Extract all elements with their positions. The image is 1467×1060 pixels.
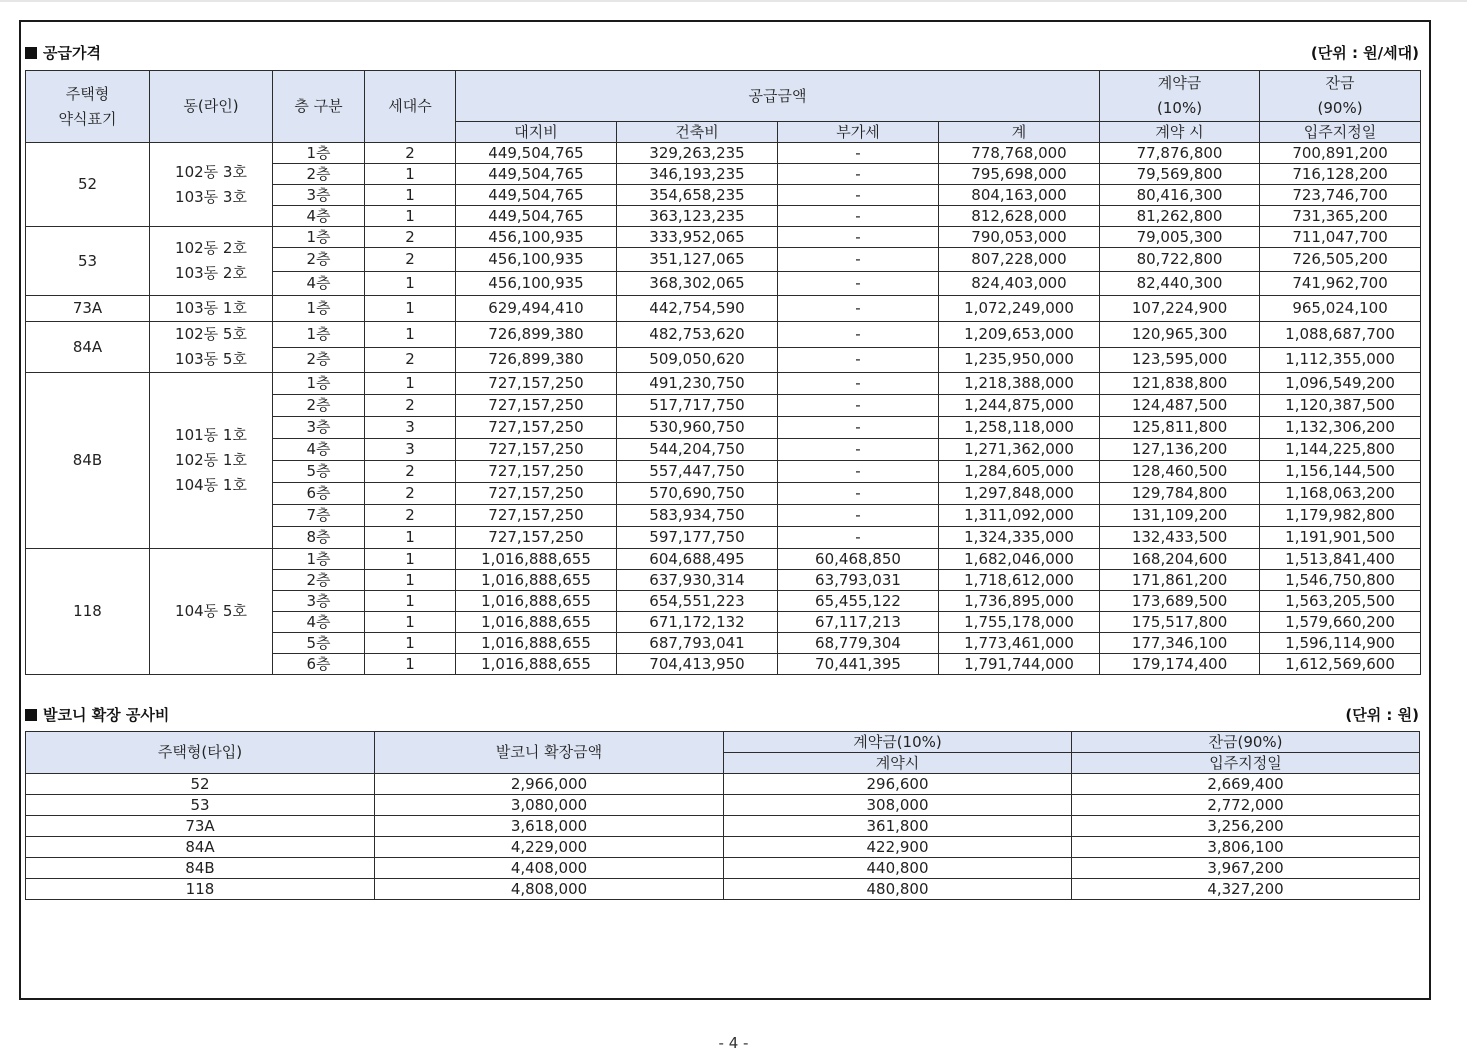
balcony-type-cell: 53 bbox=[26, 795, 375, 816]
land-cell: 1,016,888,655 bbox=[456, 591, 617, 612]
balcony-section-title bbox=[25, 704, 169, 725]
households-cell: 2 bbox=[365, 347, 456, 373]
building-cell: 368,302,065 bbox=[617, 272, 778, 296]
land-cell: 456,100,935 bbox=[456, 248, 617, 272]
balcony-balance-cell: 2,669,400 bbox=[1072, 774, 1420, 795]
building-cell: 351,127,065 bbox=[617, 248, 778, 272]
land-cell: 727,157,250 bbox=[456, 373, 617, 395]
total-cell: 1,271,362,000 bbox=[939, 439, 1100, 461]
floor-cell: 4층 bbox=[273, 272, 365, 296]
type-cell: 73A bbox=[26, 296, 150, 322]
balcony-deposit-cell: 296,600 bbox=[724, 774, 1072, 795]
deposit-cell: 127,136,200 bbox=[1100, 439, 1260, 461]
table-row bbox=[26, 296, 1421, 322]
deposit-cell: 79,569,800 bbox=[1100, 164, 1260, 185]
type-cell: 84A bbox=[26, 322, 150, 373]
table-row bbox=[26, 774, 1420, 795]
floor-cell: 4층 bbox=[273, 206, 365, 227]
land-cell: 1,016,888,655 bbox=[456, 654, 617, 675]
total-cell: 795,698,000 bbox=[939, 164, 1100, 185]
supply-table-body bbox=[26, 143, 1421, 675]
dong-cell: 102동 3호 103동 3호 bbox=[150, 143, 273, 227]
vat-cell: 60,468,850 bbox=[778, 549, 939, 570]
floor-cell: 2층 bbox=[273, 395, 365, 417]
floor-cell: 7층 bbox=[273, 505, 365, 527]
table-row bbox=[26, 373, 1421, 395]
vat-cell: - bbox=[778, 505, 939, 527]
balcony-amount-cell: 3,080,000 bbox=[375, 795, 724, 816]
total-cell: 1,235,950,000 bbox=[939, 347, 1100, 373]
vat-cell: 65,455,122 bbox=[778, 591, 939, 612]
total-cell: 1,736,895,000 bbox=[939, 591, 1100, 612]
vat-cell: - bbox=[778, 461, 939, 483]
balcony-amount-cell: 3,618,000 bbox=[375, 816, 724, 837]
square-bullet-icon bbox=[25, 47, 37, 59]
total-cell: 824,403,000 bbox=[939, 272, 1100, 296]
deposit-cell: 77,876,800 bbox=[1100, 143, 1260, 164]
households-cell: 1 bbox=[365, 164, 456, 185]
deposit-cell: 171,861,200 bbox=[1100, 570, 1260, 591]
building-cell: 597,177,750 bbox=[617, 527, 778, 549]
land-cell: 726,899,380 bbox=[456, 347, 617, 373]
balcony-deposit-cell: 440,800 bbox=[724, 858, 1072, 879]
dong-cell: 102동 2호 103동 2호 bbox=[150, 227, 273, 296]
balcony-type-cell: 118 bbox=[26, 879, 375, 900]
dong-cell: 102동 5호 103동 5호 bbox=[150, 322, 273, 373]
deposit-cell: 132,433,500 bbox=[1100, 527, 1260, 549]
vat-cell: - bbox=[778, 248, 939, 272]
header-type: 주택형 약식표기 bbox=[26, 71, 150, 143]
balance-cell: 700,891,200 bbox=[1260, 143, 1421, 164]
balcony-type-cell: 73A bbox=[26, 816, 375, 837]
total-cell: 1,773,461,000 bbox=[939, 633, 1100, 654]
balcony-price-table bbox=[25, 731, 1420, 900]
balcony-balance-cell: 3,967,200 bbox=[1072, 858, 1420, 879]
type-cell: 52 bbox=[26, 143, 150, 227]
building-cell: 704,413,950 bbox=[617, 654, 778, 675]
floor-cell: 2층 bbox=[273, 570, 365, 591]
total-cell: 1,682,046,000 bbox=[939, 549, 1100, 570]
balance-cell: 1,579,660,200 bbox=[1260, 612, 1421, 633]
floor-cell: 6층 bbox=[273, 654, 365, 675]
households-cell: 1 bbox=[365, 206, 456, 227]
balance-cell: 1,612,569,600 bbox=[1260, 654, 1421, 675]
floor-cell: 4층 bbox=[273, 612, 365, 633]
header-deposit: 계약금 (10%) bbox=[1100, 71, 1260, 122]
vat-cell: - bbox=[778, 527, 939, 549]
building-cell: 329,263,235 bbox=[617, 143, 778, 164]
balance-cell: 1,088,687,700 bbox=[1260, 322, 1421, 348]
type-cell: 84B bbox=[26, 373, 150, 549]
total-cell: 1,284,605,000 bbox=[939, 461, 1100, 483]
balcony-amount-cell: 4,408,000 bbox=[375, 858, 724, 879]
land-cell: 456,100,935 bbox=[456, 272, 617, 296]
balcony-header-balance: 잔금(90%) bbox=[1072, 732, 1420, 753]
building-cell: 509,050,620 bbox=[617, 347, 778, 373]
deposit-cell: 79,005,300 bbox=[1100, 227, 1260, 248]
households-cell: 1 bbox=[365, 296, 456, 322]
balcony-type-cell: 52 bbox=[26, 774, 375, 795]
deposit-cell: 121,838,800 bbox=[1100, 373, 1260, 395]
building-cell: 671,172,132 bbox=[617, 612, 778, 633]
deposit-cell: 177,346,100 bbox=[1100, 633, 1260, 654]
building-cell: 544,204,750 bbox=[617, 439, 778, 461]
balcony-table-body bbox=[26, 774, 1420, 900]
balcony-balance-cell: 4,327,200 bbox=[1072, 879, 1420, 900]
households-cell: 1 bbox=[365, 654, 456, 675]
balance-cell: 716,128,200 bbox=[1260, 164, 1421, 185]
total-cell: 812,628,000 bbox=[939, 206, 1100, 227]
type-cell: 118 bbox=[26, 549, 150, 675]
floor-cell: 6층 bbox=[273, 483, 365, 505]
balcony-header-amount: 발코니 확장금액 bbox=[375, 732, 724, 774]
households-cell: 1 bbox=[365, 612, 456, 633]
balance-cell: 1,513,841,400 bbox=[1260, 549, 1421, 570]
total-cell: 1,209,653,000 bbox=[939, 322, 1100, 348]
floor-cell: 1층 bbox=[273, 373, 365, 395]
land-cell: 449,504,765 bbox=[456, 185, 617, 206]
households-cell: 1 bbox=[365, 591, 456, 612]
vat-cell: - bbox=[778, 322, 939, 348]
header-dong: 동(라인) bbox=[150, 71, 273, 143]
total-cell: 807,228,000 bbox=[939, 248, 1100, 272]
households-cell: 3 bbox=[365, 439, 456, 461]
square-bullet-icon bbox=[25, 709, 37, 721]
table-row bbox=[26, 143, 1421, 164]
building-cell: 333,952,065 bbox=[617, 227, 778, 248]
households-cell: 1 bbox=[365, 272, 456, 296]
header-floor: 층 구분 bbox=[273, 71, 365, 143]
floor-cell: 8층 bbox=[273, 527, 365, 549]
balance-cell: 1,156,144,500 bbox=[1260, 461, 1421, 483]
vat-cell: - bbox=[778, 373, 939, 395]
building-cell: 346,193,235 bbox=[617, 164, 778, 185]
total-cell: 1,297,848,000 bbox=[939, 483, 1100, 505]
balance-cell: 1,096,549,200 bbox=[1260, 373, 1421, 395]
total-cell: 790,053,000 bbox=[939, 227, 1100, 248]
land-cell: 726,899,380 bbox=[456, 322, 617, 348]
households-cell: 1 bbox=[365, 633, 456, 654]
deposit-cell: 131,109,200 bbox=[1100, 505, 1260, 527]
header-balance: 잔금 (90%) bbox=[1260, 71, 1421, 122]
building-cell: 557,447,750 bbox=[617, 461, 778, 483]
land-cell: 727,157,250 bbox=[456, 417, 617, 439]
balcony-balance-cell: 3,806,100 bbox=[1072, 837, 1420, 858]
floor-cell: 2층 bbox=[273, 248, 365, 272]
table-row bbox=[26, 837, 1420, 858]
households-cell: 1 bbox=[365, 570, 456, 591]
vat-cell: - bbox=[778, 272, 939, 296]
deposit-cell: 179,174,400 bbox=[1100, 654, 1260, 675]
total-cell: 1,755,178,000 bbox=[939, 612, 1100, 633]
building-cell: 482,753,620 bbox=[617, 322, 778, 348]
households-cell: 2 bbox=[365, 143, 456, 164]
households-cell: 1 bbox=[365, 185, 456, 206]
supply-title-text: 공급가격 bbox=[43, 44, 101, 62]
land-cell: 727,157,250 bbox=[456, 461, 617, 483]
balance-cell: 965,024,100 bbox=[1260, 296, 1421, 322]
header-households: 세대수 bbox=[365, 71, 456, 143]
balance-cell: 1,144,225,800 bbox=[1260, 439, 1421, 461]
building-cell: 363,123,235 bbox=[617, 206, 778, 227]
land-cell: 1,016,888,655 bbox=[456, 612, 617, 633]
deposit-cell: 124,487,500 bbox=[1100, 395, 1260, 417]
floor-cell: 5층 bbox=[273, 633, 365, 654]
deposit-cell: 81,262,800 bbox=[1100, 206, 1260, 227]
total-cell: 1,072,249,000 bbox=[939, 296, 1100, 322]
households-cell: 2 bbox=[365, 461, 456, 483]
land-cell: 1,016,888,655 bbox=[456, 570, 617, 591]
total-cell: 1,258,118,000 bbox=[939, 417, 1100, 439]
balcony-deposit-cell: 308,000 bbox=[724, 795, 1072, 816]
building-cell: 442,754,590 bbox=[617, 296, 778, 322]
floor-cell: 1층 bbox=[273, 296, 365, 322]
supply-section-title bbox=[25, 42, 101, 63]
land-cell: 449,504,765 bbox=[456, 206, 617, 227]
table-row bbox=[26, 879, 1420, 900]
deposit-cell: 80,416,300 bbox=[1100, 185, 1260, 206]
deposit-cell: 175,517,800 bbox=[1100, 612, 1260, 633]
building-cell: 637,930,314 bbox=[617, 570, 778, 591]
building-cell: 687,793,041 bbox=[617, 633, 778, 654]
table-row bbox=[26, 858, 1420, 879]
vat-cell: - bbox=[778, 164, 939, 185]
balance-cell: 711,047,700 bbox=[1260, 227, 1421, 248]
land-cell: 727,157,250 bbox=[456, 483, 617, 505]
total-cell: 1,324,335,000 bbox=[939, 527, 1100, 549]
land-cell: 727,157,250 bbox=[456, 395, 617, 417]
deposit-cell: 168,204,600 bbox=[1100, 549, 1260, 570]
balance-cell: 1,132,306,200 bbox=[1260, 417, 1421, 439]
vat-cell: - bbox=[778, 417, 939, 439]
floor-cell: 1층 bbox=[273, 549, 365, 570]
deposit-cell: 107,224,900 bbox=[1100, 296, 1260, 322]
page-number: - 4 - bbox=[718, 1034, 749, 1052]
vat-cell: - bbox=[778, 185, 939, 206]
deposit-cell: 173,689,500 bbox=[1100, 591, 1260, 612]
vat-cell: - bbox=[778, 395, 939, 417]
balance-cell: 1,112,355,000 bbox=[1260, 347, 1421, 373]
balance-cell: 1,120,387,500 bbox=[1260, 395, 1421, 417]
top-divider bbox=[0, 0, 1467, 2]
building-cell: 530,960,750 bbox=[617, 417, 778, 439]
balcony-amount-cell: 4,808,000 bbox=[375, 879, 724, 900]
table-row bbox=[26, 322, 1421, 348]
building-cell: 354,658,235 bbox=[617, 185, 778, 206]
balcony-amount-cell: 4,229,000 bbox=[375, 837, 724, 858]
total-cell: 1,311,092,000 bbox=[939, 505, 1100, 527]
supply-unit-label: (단위 : 원/세대) bbox=[1310, 44, 1419, 62]
balcony-balance-cell: 2,772,000 bbox=[1072, 795, 1420, 816]
header-vat: 부가세 bbox=[778, 122, 939, 143]
floor-cell: 4층 bbox=[273, 439, 365, 461]
balcony-header-deposit-sub: 계약시 bbox=[724, 753, 1072, 774]
deposit-cell: 125,811,800 bbox=[1100, 417, 1260, 439]
deposit-cell: 128,460,500 bbox=[1100, 461, 1260, 483]
vat-cell: 67,117,213 bbox=[778, 612, 939, 633]
balcony-type-cell: 84A bbox=[26, 837, 375, 858]
balance-cell: 1,546,750,800 bbox=[1260, 570, 1421, 591]
type-cell: 53 bbox=[26, 227, 150, 296]
balcony-type-cell: 84B bbox=[26, 858, 375, 879]
balcony-deposit-cell: 480,800 bbox=[724, 879, 1072, 900]
land-cell: 456,100,935 bbox=[456, 227, 617, 248]
land-cell: 449,504,765 bbox=[456, 164, 617, 185]
balance-cell: 741,962,700 bbox=[1260, 272, 1421, 296]
balcony-balance-cell: 3,256,200 bbox=[1072, 816, 1420, 837]
header-balance-sub: 입주지정일 bbox=[1260, 122, 1421, 143]
deposit-cell: 123,595,000 bbox=[1100, 347, 1260, 373]
floor-cell: 5층 bbox=[273, 461, 365, 483]
households-cell: 2 bbox=[365, 248, 456, 272]
total-cell: 1,791,744,000 bbox=[939, 654, 1100, 675]
balance-cell: 1,191,901,500 bbox=[1260, 527, 1421, 549]
floor-cell: 1층 bbox=[273, 143, 365, 164]
header-land: 대지비 bbox=[456, 122, 617, 143]
supply-price-table bbox=[25, 70, 1421, 675]
balcony-header-balance-sub: 입주지정일 bbox=[1072, 753, 1420, 774]
balance-cell: 1,596,114,900 bbox=[1260, 633, 1421, 654]
land-cell: 1,016,888,655 bbox=[456, 549, 617, 570]
vat-cell: 70,441,395 bbox=[778, 654, 939, 675]
balcony-header-deposit: 계약금(10%) bbox=[724, 732, 1072, 753]
land-cell: 727,157,250 bbox=[456, 527, 617, 549]
floor-cell: 2층 bbox=[273, 164, 365, 185]
balcony-deposit-cell: 361,800 bbox=[724, 816, 1072, 837]
land-cell: 1,016,888,655 bbox=[456, 633, 617, 654]
header-total: 계 bbox=[939, 122, 1100, 143]
total-cell: 1,244,875,000 bbox=[939, 395, 1100, 417]
households-cell: 3 bbox=[365, 417, 456, 439]
vat-cell: - bbox=[778, 227, 939, 248]
deposit-cell: 82,440,300 bbox=[1100, 272, 1260, 296]
land-cell: 727,157,250 bbox=[456, 505, 617, 527]
total-cell: 804,163,000 bbox=[939, 185, 1100, 206]
land-cell: 449,504,765 bbox=[456, 143, 617, 164]
vat-cell: 63,793,031 bbox=[778, 570, 939, 591]
floor-cell: 1층 bbox=[273, 227, 365, 248]
header-supply-amount: 공급금액 bbox=[456, 71, 1100, 122]
vat-cell: - bbox=[778, 206, 939, 227]
floor-cell: 3층 bbox=[273, 417, 365, 439]
vat-cell: - bbox=[778, 347, 939, 373]
building-cell: 570,690,750 bbox=[617, 483, 778, 505]
building-cell: 517,717,750 bbox=[617, 395, 778, 417]
balance-cell: 731,365,200 bbox=[1260, 206, 1421, 227]
floor-cell: 3층 bbox=[273, 591, 365, 612]
households-cell: 1 bbox=[365, 527, 456, 549]
vat-cell: - bbox=[778, 143, 939, 164]
households-cell: 1 bbox=[365, 549, 456, 570]
building-cell: 491,230,750 bbox=[617, 373, 778, 395]
balance-cell: 726,505,200 bbox=[1260, 248, 1421, 272]
deposit-cell: 129,784,800 bbox=[1100, 483, 1260, 505]
header-building: 건축비 bbox=[617, 122, 778, 143]
building-cell: 604,688,495 bbox=[617, 549, 778, 570]
floor-cell: 2층 bbox=[273, 347, 365, 373]
balance-cell: 1,563,205,500 bbox=[1260, 591, 1421, 612]
balance-cell: 1,168,063,200 bbox=[1260, 483, 1421, 505]
vat-cell: 68,779,304 bbox=[778, 633, 939, 654]
land-cell: 629,494,410 bbox=[456, 296, 617, 322]
total-cell: 778,768,000 bbox=[939, 143, 1100, 164]
deposit-cell: 120,965,300 bbox=[1100, 322, 1260, 348]
table-row bbox=[26, 549, 1421, 570]
households-cell: 1 bbox=[365, 322, 456, 348]
total-cell: 1,218,388,000 bbox=[939, 373, 1100, 395]
dong-cell: 101동 1호 102동 1호 104동 1호 bbox=[150, 373, 273, 549]
households-cell: 2 bbox=[365, 395, 456, 417]
deposit-cell: 80,722,800 bbox=[1100, 248, 1260, 272]
floor-cell: 1층 bbox=[273, 322, 365, 348]
households-cell: 2 bbox=[365, 505, 456, 527]
balcony-amount-cell: 2,966,000 bbox=[375, 774, 724, 795]
households-cell: 1 bbox=[365, 373, 456, 395]
balcony-title-text: 발코니 확장 공사비 bbox=[43, 706, 170, 724]
balance-cell: 1,179,982,800 bbox=[1260, 505, 1421, 527]
vat-cell: - bbox=[778, 483, 939, 505]
balcony-deposit-cell: 422,900 bbox=[724, 837, 1072, 858]
table-row bbox=[26, 227, 1421, 248]
table-row bbox=[26, 816, 1420, 837]
header-deposit-sub: 계약 시 bbox=[1100, 122, 1260, 143]
building-cell: 654,551,223 bbox=[617, 591, 778, 612]
balance-cell: 723,746,700 bbox=[1260, 185, 1421, 206]
total-cell: 1,718,612,000 bbox=[939, 570, 1100, 591]
dong-cell: 103동 1호 bbox=[150, 296, 273, 322]
balcony-header-type: 주택형(타입) bbox=[26, 732, 375, 774]
floor-cell: 3층 bbox=[273, 185, 365, 206]
vat-cell: - bbox=[778, 296, 939, 322]
table-row bbox=[26, 795, 1420, 816]
households-cell: 2 bbox=[365, 483, 456, 505]
land-cell: 727,157,250 bbox=[456, 439, 617, 461]
balcony-unit-label: (단위 : 원) bbox=[1345, 706, 1419, 724]
building-cell: 583,934,750 bbox=[617, 505, 778, 527]
households-cell: 2 bbox=[365, 227, 456, 248]
vat-cell: - bbox=[778, 439, 939, 461]
dong-cell: 104동 5호 bbox=[150, 549, 273, 675]
